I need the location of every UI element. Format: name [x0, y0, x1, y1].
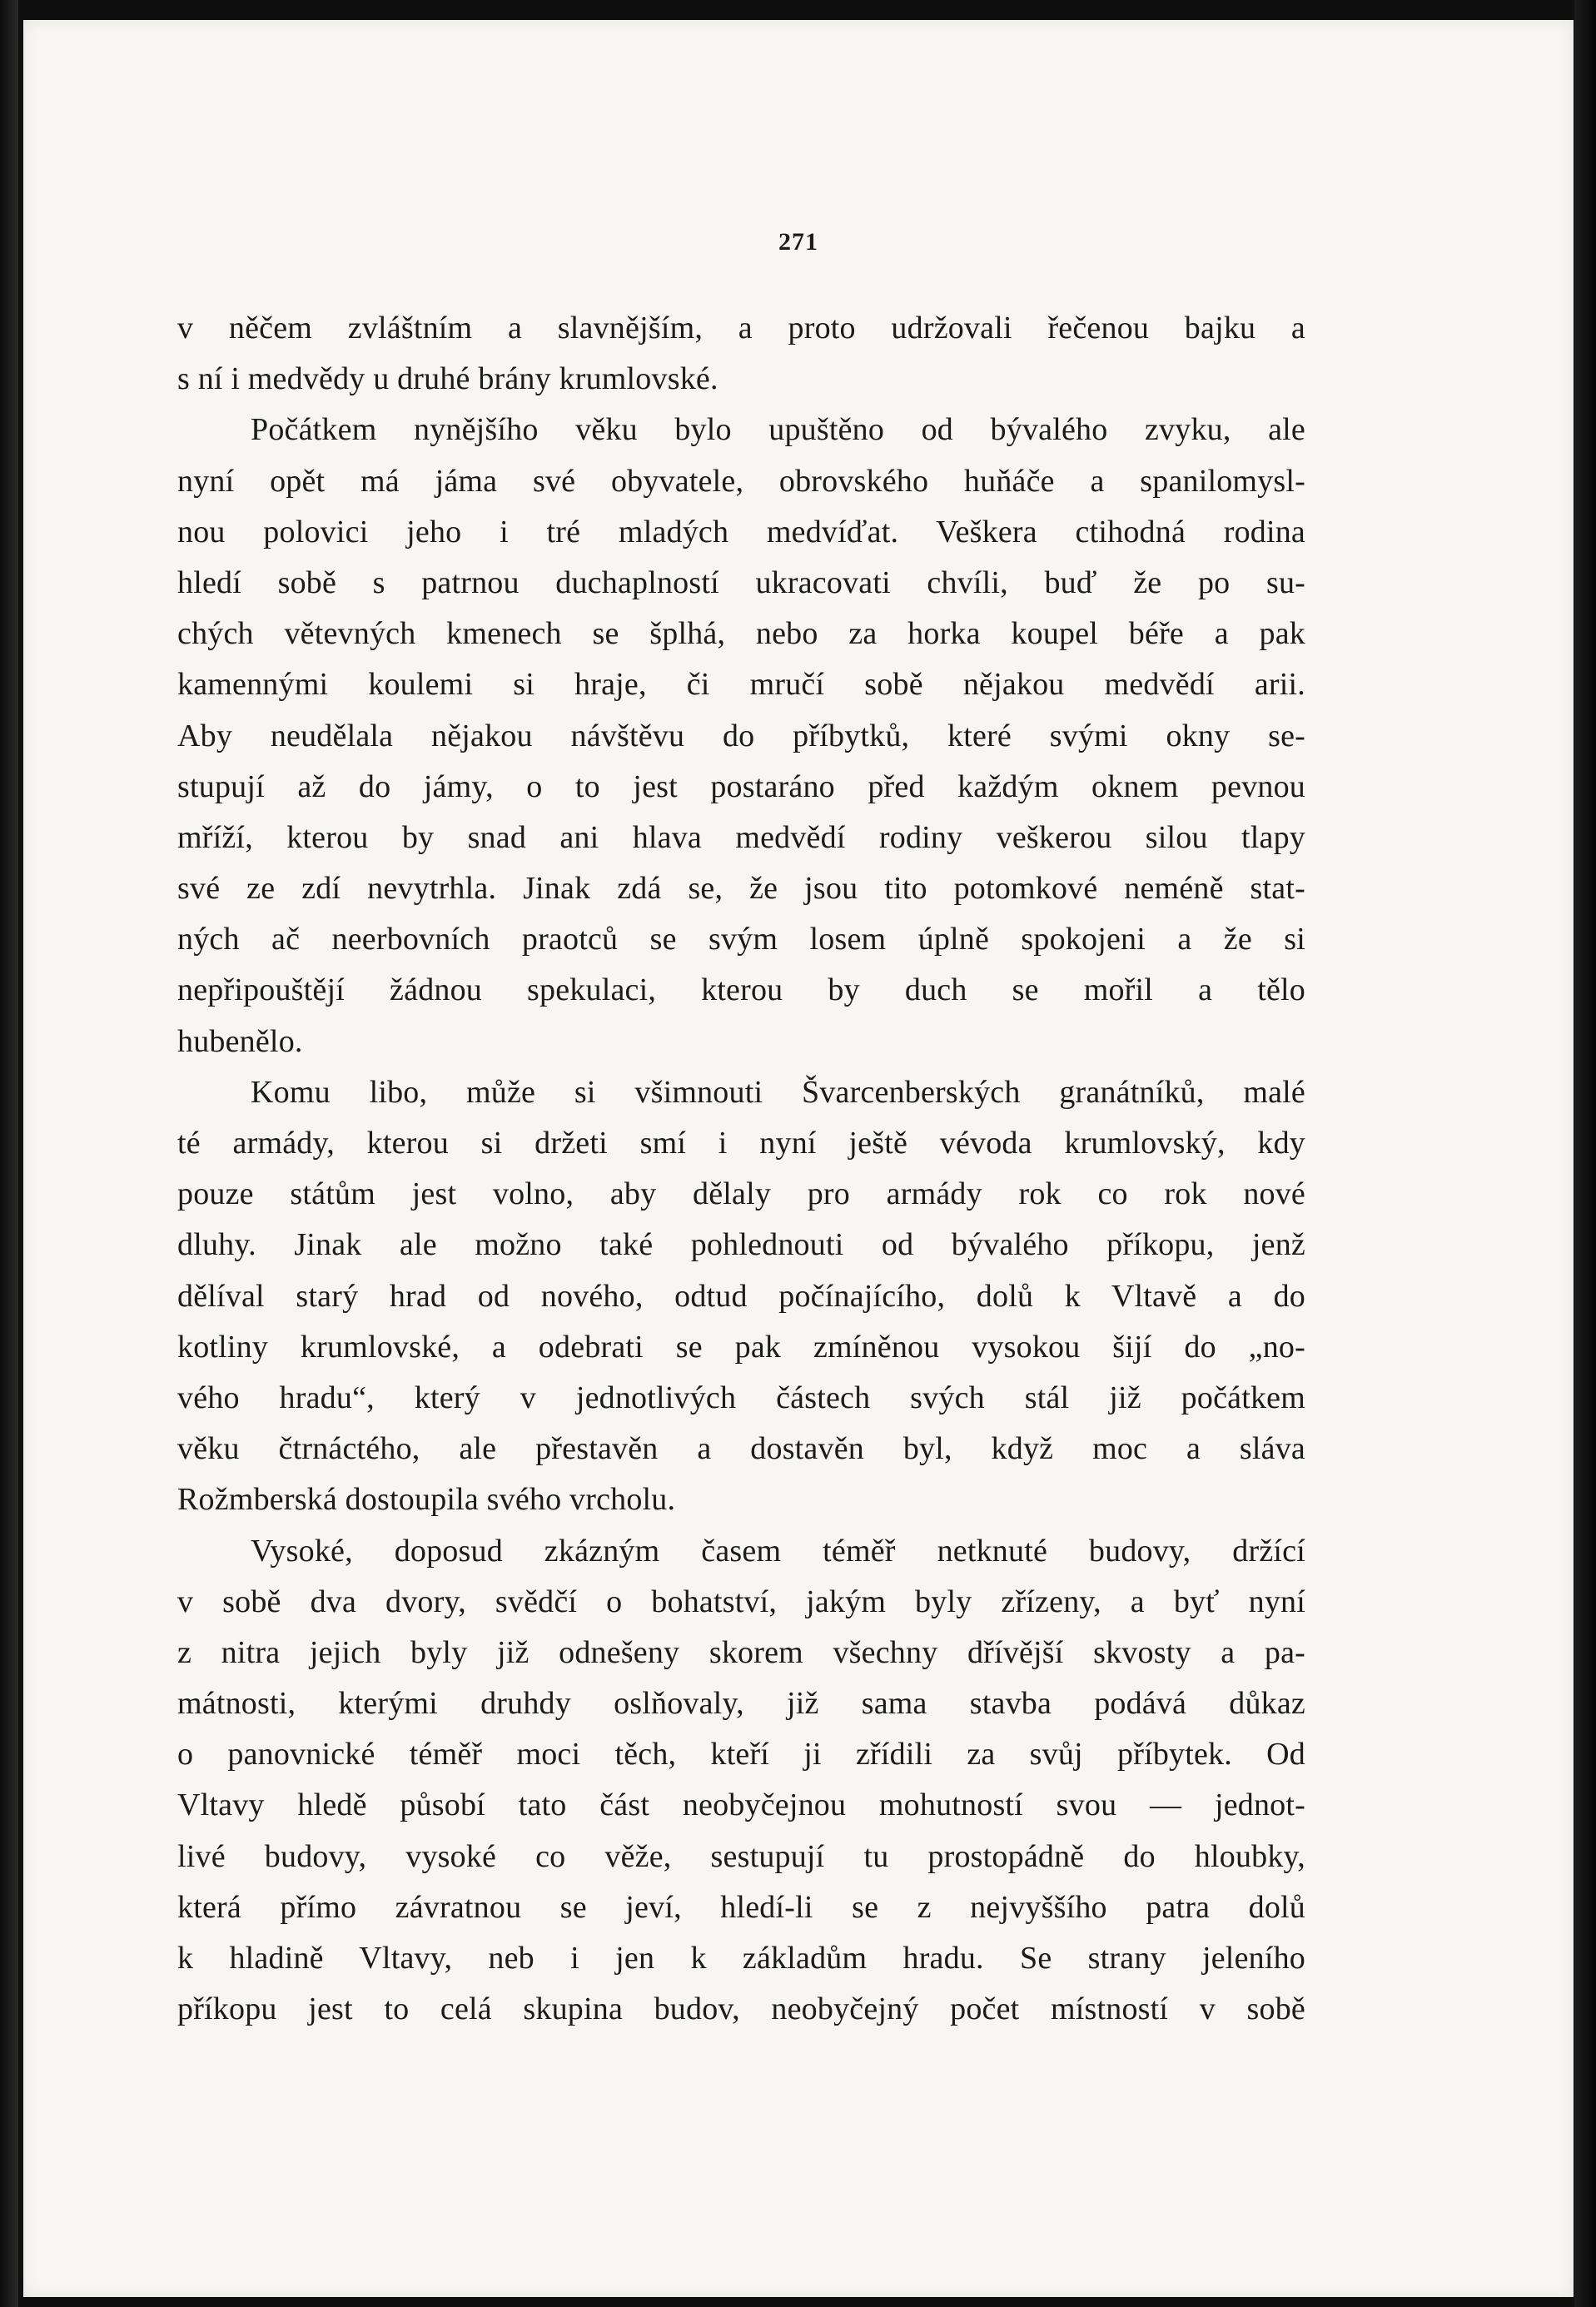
text-line: o panovnické téměř moci těch, kteří ji zřídili za svůj příbytek. Od — [177, 1737, 1305, 1773]
text-line: hubenělo. — [177, 1023, 303, 1059]
text-line: Rožmberská dostoupila svého vrcholu. — [177, 1482, 676, 1518]
body-text — [177, 303, 1305, 2035]
text-line: ných ač neerbovních praotců se svým losem úplně spokojeni a že si — [177, 922, 1305, 957]
text-line: Vysoké, doposud zkázným časem téměř netknuté budovy, držící — [251, 1533, 1305, 1569]
text-line: mátnosti, kterými druhdy oslňovaly, již sama stavba podává důkaz — [177, 1686, 1305, 1722]
text-line: kamennými koulemi si hraje, či mručí sobě nějakou medvědí arii. — [177, 667, 1305, 703]
text-line: z nitra jejich byly již odnešeny skorem všechny dřívější skvosty a pa- — [177, 1634, 1305, 1670]
text-line: nou polovici jeho i tré mladých medvíďat. Veškera ctihodná rodina — [177, 514, 1305, 549]
text-line: v sobě dva dvory, svědčí o bohatství, jakým byly zřízeny, a byť nyní — [177, 1584, 1305, 1619]
text-line: nyní opět má jáma své obyvatele, obrovského huňáče a spanilomysl- — [177, 463, 1305, 499]
text-line: té armády, kterou si držeti smí i nyní ještě vévoda krumlovský, kdy — [177, 1126, 1305, 1161]
text-line: nepřipouštějí žádnou spekulaci, kterou by duch se mořil a tělo — [177, 972, 1305, 1008]
text-line: vého hradu“, který v jednotlivých částech svých stál již počátkem — [177, 1380, 1305, 1415]
text-line: chých větevných kmenech se šplhá, nebo za horka koupel béře a pak — [177, 616, 1305, 652]
book-page — [23, 20, 1574, 2297]
text-line: dělíval starý hrad od nového, odtud počínajícího, dolů k Vltavě a do — [177, 1278, 1305, 1314]
text-line: Komu libo, může si všimnouti Švarcenberských granátníků, malé — [251, 1074, 1305, 1110]
text-line: věku čtrnáctého, ale přestavěn a dostavěn byl, když moc a sláva — [177, 1431, 1305, 1467]
text-line: s ní i medvědy u druhé brány krumlovské. — [177, 361, 718, 397]
page-edge-shadow — [1574, 0, 1596, 2307]
text-line: příkopu jest to celá skupina budov, neobyčejný počet místností v sobě — [177, 1991, 1305, 2027]
text-line: která přímo závratnou se jeví, hledí-li se z nejvyššího patra dolů — [177, 1889, 1305, 1925]
text-line: stupují až do jámy, o to jest postaráno před každým oknem pevnou — [177, 768, 1305, 804]
text-line: Vltavy hledě působí tato část neobyčejnou mohutností svou — jednot- — [177, 1787, 1305, 1823]
text-line: pouze státům jest volno, aby dělaly pro armády rok co rok nové — [177, 1176, 1305, 1212]
text-line: Aby neudělala nějakou návštěvu do příbytků, které svými okny se- — [177, 718, 1305, 753]
text-line: dluhy. Jinak ale možno také pohlednouti od bývalého příkopu, jenž — [177, 1227, 1305, 1263]
text-line: k hladině Vltavy, neb i jen k základům hradu. Se strany jeleního — [177, 1941, 1305, 1976]
text-line: livé budovy, vysoké co věže, sestupují tu prostopádně do hloubky, — [177, 1838, 1305, 1874]
text-line: mříží, kterou by snad ani hlava medvědí rodiny veškerou silou tlapy — [177, 819, 1305, 855]
text-line: v něčem zvláštním a slavnějším, a proto udržovali řečenou bajku a — [177, 311, 1305, 346]
page-number: 271 — [778, 228, 818, 256]
text-line: hledí sobě s patrnou duchaplností ukracovati chvíli, buď že po su- — [177, 564, 1305, 600]
text-line: kotliny krumlovské, a odebrati se pak zmíněnou vysokou šijí do „no- — [177, 1329, 1305, 1365]
text-line: své ze zdí nevytrhla. Jinak zdá se, že jsou tito potomkové neméně stat- — [177, 871, 1305, 907]
book-gutter-shadow — [0, 0, 18, 2307]
text-line: Počátkem nynějšího věku bylo upuštěno od bývalého zvyku, ale — [251, 412, 1305, 448]
